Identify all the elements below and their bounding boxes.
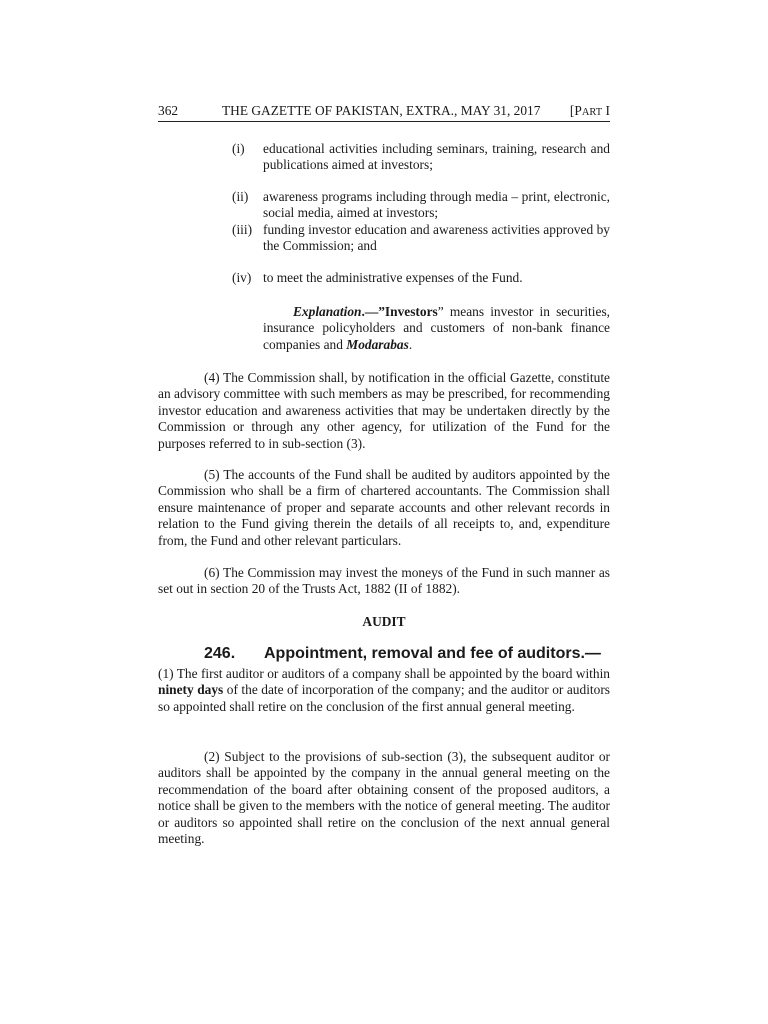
section-number: 246. <box>204 645 236 662</box>
page-header <box>158 103 610 122</box>
audit-heading: AUDIT <box>362 614 406 629</box>
gazette-title: THE GAZETTE OF PAKISTAN, EXTRA., MAY 31, 2017 <box>222 103 541 118</box>
section-title: Appointment, removal and fee of auditors.— <box>264 645 601 662</box>
explanation-label: Explanation <box>293 304 362 319</box>
section-heading <box>204 646 601 662</box>
list-item-text: to meet the administrative expenses of the Fund. <box>263 270 523 285</box>
page-number: 362 <box>158 103 179 118</box>
list-item-number: (ii) <box>232 189 249 204</box>
list-item-text: funding investor education and awareness activities approved by the Commission; and <box>263 222 610 254</box>
list-item-text: awareness programs including through media – print, electronic, social media, aimed at investors; <box>263 189 610 221</box>
explanation-term: Investors <box>384 304 438 319</box>
list-item-number: (iv) <box>232 270 252 285</box>
section-246-subsection-1: (1) The first auditor or auditors of a company shall be appointed by the board within ninety days of the date of incorporation of the company; and the auditor or auditors so appointed shall retire on the conclusion of the first annual general meeting. <box>158 666 611 714</box>
paragraph-4: (4) The Commission shall, by notification in the official Gazette, constitute an advisory committee with such members as may be prescribed, for recommending investor education and awareness activities that may be undertaken directly by the Commission or through any other agency, for utilization of the Fund for the purposes referred to in sub-section (3). <box>158 370 610 451</box>
explanation-paragraph: Explanation.—”Investors” means investor in securities, insurance policyholders and customers of non-bank finance companies and Modarabas. <box>263 304 610 352</box>
explanation-term2: Modarabas <box>346 336 409 352</box>
ninety-days-emphasis: ninety days <box>158 682 224 698</box>
list-item-number: (iii) <box>232 222 253 237</box>
part-label: [PART I <box>569 103 610 118</box>
paragraph-6: (6) The Commission may invest the moneys of the Fund in such manner as set out in section 20 of the Trusts Act, 1882 (II of 1882). <box>158 565 610 597</box>
list-item-text: educational activities including seminars, training, research and publications aimed at investors; <box>263 141 610 173</box>
section-246-subsection-2: (2) Subject to the provisions of sub-section (3), the subsequent auditor or auditors shall be appointed by the company in the annual general meeting on the recommendation of the board after obtaining consent of the proposed auditors, a notice shall be given to the members with the notice of general meeting. The auditor or auditors so appointed shall retire on the conclusion of the next annual general meeting. <box>158 749 610 847</box>
list-item-number: (i) <box>232 141 245 156</box>
paragraph-5: (5) The accounts of the Fund shall be audited by auditors appointed by the Commission who shall be a firm of chartered accountants. The Commission shall ensure maintenance of proper and separate accounts and other relevant records in relation to the Fund giving therein the details of all receipts to, and, expenditure from, the Fund and other relevant particulars. <box>158 467 610 548</box>
